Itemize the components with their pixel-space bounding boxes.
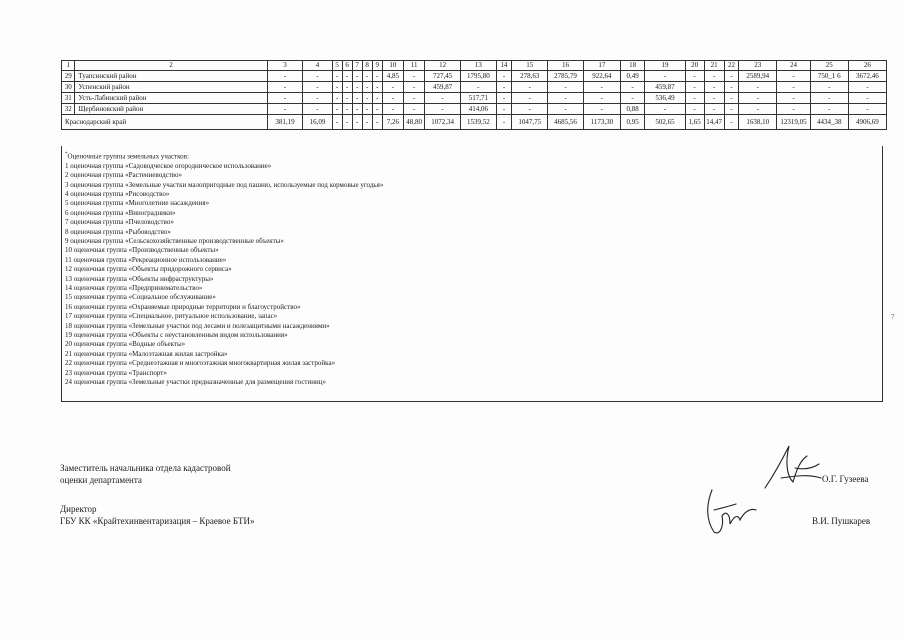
notes-item: 6 оценочная группа «Виноградники»	[65, 208, 176, 217]
table-cell: 0,49	[620, 71, 645, 82]
column-number-cell: 8	[362, 61, 372, 71]
notes-item: 13 оценочная группа «Объекты инфраструктуры»	[65, 274, 214, 283]
table-cell: -	[704, 71, 724, 82]
total-cell: 0,95	[620, 115, 645, 130]
total-row	[62, 115, 887, 130]
notes-item: 15 оценочная группа «Социальное обслуживание»	[65, 293, 216, 302]
table-cell: 517,71	[460, 93, 496, 104]
total-cell: 1638,10	[739, 115, 777, 130]
notes-item: 3 оценочная группа «Земельные участки малопригодные под пашню, используемые под кормовые угодья»	[65, 180, 384, 189]
total-cell: 1,65	[685, 115, 704, 130]
column-number-cell: 10	[382, 61, 403, 71]
column-number-cell: 23	[739, 61, 777, 71]
table-cell: -	[645, 71, 685, 82]
table-cell: 29	[62, 71, 75, 82]
column-number-cell: 1	[62, 61, 75, 71]
table-cell: -	[496, 71, 512, 82]
district-name-cell: Успенский район	[75, 82, 267, 93]
table-cell: -	[685, 82, 704, 93]
table-cell: -	[512, 93, 548, 104]
table-row	[62, 82, 887, 93]
table-cell: 459,87	[425, 82, 461, 93]
director-title-line2: ГБУ КК «Крайтехинвентаризация – Краевое БТИ»	[60, 516, 255, 526]
total-cell: 4434_38	[810, 115, 848, 130]
table-cell: -	[303, 71, 332, 82]
total-label-cell: Краснодарский край	[62, 115, 268, 130]
land-value-table	[61, 60, 887, 130]
total-cell: 12319,05	[777, 115, 811, 130]
director-signature	[700, 480, 760, 540]
table-cell: -	[332, 82, 342, 93]
notes-title-text: Оценочные группы земельных участков:	[67, 152, 189, 161]
table-cell: 3672,46	[848, 71, 886, 82]
deputy-title-line1: Заместитель начальника отдела кадастровой	[60, 463, 231, 473]
total-cell: 14,47	[704, 115, 724, 130]
table-cell: -	[425, 93, 461, 104]
table-cell: -	[403, 71, 424, 82]
table-cell: -	[512, 104, 548, 115]
table-cell: -	[810, 82, 848, 93]
table-cell: -	[342, 93, 352, 104]
deputy-title	[60, 462, 231, 486]
total-cell: -	[724, 115, 739, 130]
table-cell: -	[403, 104, 424, 115]
table-cell: -	[403, 93, 424, 104]
table-cell: -	[848, 104, 886, 115]
table-cell: 536,49	[645, 93, 685, 104]
table-cell: -	[352, 93, 362, 104]
column-number-cell: 20	[685, 61, 704, 71]
table-cell: -	[620, 93, 645, 104]
district-name-cell: Туапсинский район	[75, 71, 267, 82]
notes-asterisk: *	[65, 152, 68, 157]
total-cell: 1072,34	[425, 115, 461, 130]
notes-item: 7 оценочная группа «Пчеловодство»	[65, 218, 174, 227]
director-title-line1: Директор	[60, 504, 97, 514]
table-cell: -	[583, 104, 620, 115]
notes-item: 1 оценочная группа «Садоводческое огородническое использование»	[65, 161, 272, 170]
notes-title	[65, 150, 882, 162]
column-number-cell: 18	[620, 61, 645, 71]
table-cell: 2589,94	[739, 71, 777, 82]
table-row	[62, 93, 887, 104]
column-number-cell: 19	[645, 61, 685, 71]
table-cell: -	[267, 82, 303, 93]
table-cell: -	[267, 71, 303, 82]
table-cell: 414,06	[460, 104, 496, 115]
notes-list	[65, 162, 882, 388]
table-cell: -	[403, 82, 424, 93]
table-cell: -	[724, 104, 739, 115]
district-name-cell: Щербиновский район	[75, 104, 267, 115]
director-title	[60, 503, 254, 527]
table-cell: -	[332, 93, 342, 104]
table-cell: -	[303, 104, 332, 115]
column-number-cell: 26	[848, 61, 886, 71]
notes-item: 19 оценочная группа «Объекты с неустановленным видом использования»	[65, 331, 288, 340]
table-cell: -	[810, 93, 848, 104]
notes-item: 16 оценочная группа «Охраняемые природные территории и благоустройство»	[65, 302, 301, 311]
table-cell: -	[739, 82, 777, 93]
table-cell: -	[724, 93, 739, 104]
column-number-cell: 9	[372, 61, 382, 71]
table-cell: -	[372, 93, 382, 104]
column-number-cell: 13	[460, 61, 496, 71]
column-number-cell: 4	[303, 61, 332, 71]
column-number-cell: 24	[777, 61, 811, 71]
total-cell: -	[372, 115, 382, 130]
table-cell: -	[382, 104, 403, 115]
table-cell: -	[362, 71, 372, 82]
table-cell: -	[848, 93, 886, 104]
total-cell: -	[342, 115, 352, 130]
column-number-cell: 5	[332, 61, 342, 71]
notes-item: 4 оценочная группа «Рисоводство»	[65, 189, 170, 198]
table-cell: 30	[62, 82, 75, 93]
table-cell: -	[267, 93, 303, 104]
notes-item: 20 оценочная группа «Водные объекты»	[65, 340, 186, 349]
table-cell: 2785,79	[548, 71, 584, 82]
table-cell: -	[342, 71, 352, 82]
total-cell: 4685,56	[548, 115, 584, 130]
table-cell: 1795,80	[460, 71, 496, 82]
table-cell: -	[685, 71, 704, 82]
table-cell: -	[425, 104, 461, 115]
table-cell: 32	[62, 104, 75, 115]
table-cell: -	[777, 104, 811, 115]
notes-item: 11 оценочная группа «Рекреационное использование»	[65, 255, 227, 264]
table-cell: -	[342, 82, 352, 93]
table-cell: -	[685, 93, 704, 104]
table-row	[62, 71, 887, 82]
column-number-cell: 2	[75, 61, 267, 71]
deputy-signature	[755, 438, 825, 498]
table-row	[62, 104, 887, 115]
table-cell: -	[352, 82, 362, 93]
total-cell: 4906,69	[848, 115, 886, 130]
total-cell: -	[332, 115, 342, 130]
table-cell: -	[267, 104, 303, 115]
table-cell: -	[342, 104, 352, 115]
notes-item: 9 оценочная группа «Сельскохозяйственные производственные объекты»	[65, 236, 284, 245]
table-cell: 750_1 6	[810, 71, 848, 82]
table-cell: -	[620, 82, 645, 93]
notes-item: 22 оценочная группа «Среднеэтажная и многоэтажная многоквартирная жилая застройка»	[65, 359, 336, 368]
table-cell: -	[372, 82, 382, 93]
column-number-cell: 11	[403, 61, 424, 71]
column-number-row	[62, 61, 887, 71]
table-cell: -	[303, 82, 332, 93]
deputy-name: О.Г. Гузеева	[822, 474, 869, 484]
total-cell: 7,26	[382, 115, 403, 130]
table-cell: -	[548, 82, 584, 93]
table-cell: -	[583, 82, 620, 93]
total-cell: 48,80	[403, 115, 424, 130]
total-cell: 1539,52	[460, 115, 496, 130]
column-number-cell: 3	[267, 61, 303, 71]
notes-item: 5 оценочная группа «Многолетние насаждения»	[65, 199, 210, 208]
table-cell: -	[704, 104, 724, 115]
column-number-cell: 7	[352, 61, 362, 71]
table-cell: -	[332, 104, 342, 115]
column-number-cell: 17	[583, 61, 620, 71]
total-cell: -	[496, 115, 512, 130]
table-cell: -	[548, 104, 584, 115]
table-cell: -	[739, 93, 777, 104]
column-number-cell: 25	[810, 61, 848, 71]
notes-item: 24 оценочная группа «Земельные участки предназначенные для размещения гостиниц»	[65, 378, 326, 387]
total-cell: -	[352, 115, 362, 130]
table-cell: -	[372, 104, 382, 115]
table-cell: -	[352, 71, 362, 82]
table-cell: -	[512, 82, 548, 93]
table-cell: -	[460, 82, 496, 93]
total-cell: 16,09	[303, 115, 332, 130]
table-cell: -	[372, 71, 382, 82]
notes-item: 14 оценочная группа «Предпринимательство»	[65, 284, 203, 293]
table-cell: -	[352, 104, 362, 115]
notes-item: 2 оценочная группа «Растениеводство»	[65, 171, 183, 180]
total-cell: 1047,75	[512, 115, 548, 130]
column-number-cell: 15	[512, 61, 548, 71]
notes-item: 23 оценочная группа «Транспорт»	[65, 368, 167, 377]
table-cell: -	[332, 71, 342, 82]
director-name: В.И. Пушкарев	[812, 516, 871, 526]
table-cell: -	[777, 82, 811, 93]
evaluation-groups-notes	[61, 146, 883, 402]
total-cell: 381,19	[267, 115, 303, 130]
table-cell: -	[548, 93, 584, 104]
table-cell: -	[496, 104, 512, 115]
table-cell: -	[303, 93, 332, 104]
table-cell: -	[645, 104, 685, 115]
table-cell: -	[362, 104, 372, 115]
notes-item: 12 оценочная группа «Объекты придорожного сервиса»	[65, 265, 232, 274]
column-number-cell: 12	[425, 61, 461, 71]
table-cell: 922,64	[583, 71, 620, 82]
table-cell: -	[496, 93, 512, 104]
margin-mark: 7	[891, 313, 895, 321]
table-cell: -	[777, 93, 811, 104]
total-cell: 1173,30	[583, 115, 620, 130]
table-cell: 278,63	[512, 71, 548, 82]
table-cell: -	[382, 82, 403, 93]
table-cell: -	[724, 71, 739, 82]
table-cell: 459,87	[645, 82, 685, 93]
column-number-cell: 21	[704, 61, 724, 71]
notes-item: 10 оценочная группа «Производственные объекты»	[65, 246, 219, 255]
deputy-title-line2: оценки департамента	[60, 475, 142, 485]
table-cell: -	[810, 104, 848, 115]
table-cell: -	[382, 93, 403, 104]
notes-item: 21 оценочная группа «Малоэтажная жилая застройка»	[65, 349, 228, 358]
column-number-cell: 14	[496, 61, 512, 71]
table-cell: 0,88	[620, 104, 645, 115]
table-cell: -	[724, 82, 739, 93]
total-cell: -	[362, 115, 372, 130]
table-cell: -	[739, 104, 777, 115]
table-cell: 727,45	[425, 71, 461, 82]
district-name-cell: Усть-Лабинский район	[75, 93, 267, 104]
column-number-cell: 16	[548, 61, 584, 71]
table-cell: -	[362, 82, 372, 93]
table-cell: -	[704, 82, 724, 93]
table-cell: -	[362, 93, 372, 104]
notes-item: 18 оценочная группа «Земельные участки под лесами и полезащитными насаждениями»	[65, 321, 330, 330]
table-cell: -	[848, 82, 886, 93]
table-cell: -	[777, 71, 811, 82]
column-number-cell: 22	[724, 61, 739, 71]
column-number-cell: 6	[342, 61, 352, 71]
table-cell: 4,85	[382, 71, 403, 82]
table-cell: 31	[62, 93, 75, 104]
table-cell: -	[583, 93, 620, 104]
table-cell: -	[496, 82, 512, 93]
total-cell: 502,65	[645, 115, 685, 130]
notes-item: 8 оценочная группа «Рыбоводство»	[65, 227, 171, 236]
notes-item: 17 оценочная группа «Специальное, ритуальное использование, запас»	[65, 312, 278, 321]
table-cell: -	[685, 104, 704, 115]
table-cell: -	[704, 93, 724, 104]
